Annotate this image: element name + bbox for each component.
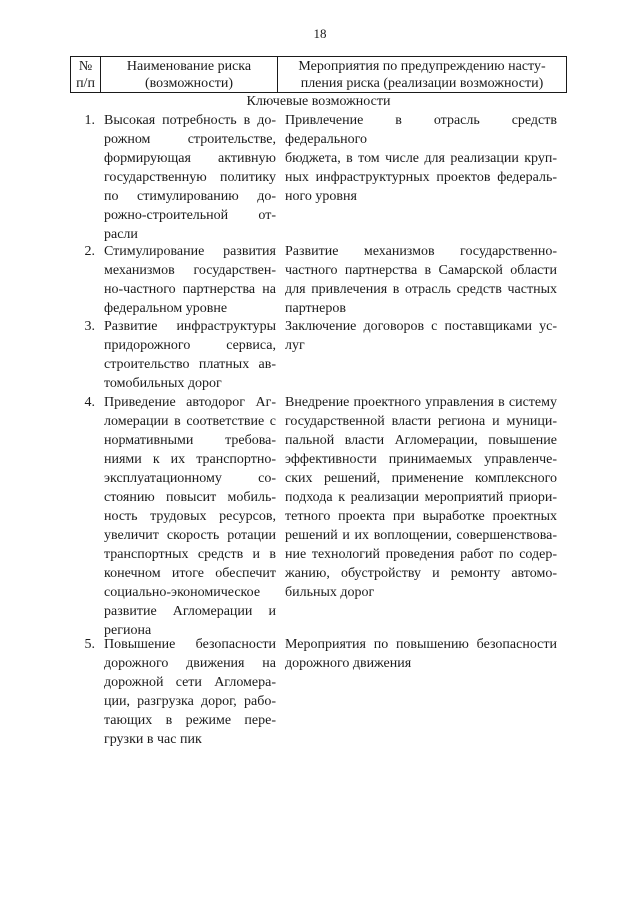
- header-risk-line-2: (возможности): [144, 76, 234, 91]
- measure-line: частного партнерства в Самарской области: [285, 263, 557, 278]
- measure-line: ного уровня: [285, 189, 357, 204]
- risk-line: тающих в режиме пере-: [104, 713, 276, 728]
- measure-line: партнеров: [285, 301, 346, 316]
- risk-line: ность трудовых ресурсов,: [104, 509, 276, 524]
- risk-line: Развитие инфраструктуры: [104, 319, 276, 334]
- measure-line: ских решений, применение комплексного: [285, 471, 557, 486]
- header-risk-column: [101, 57, 278, 92]
- risk-line: томобильных дорог: [104, 376, 222, 391]
- measure-line: Внедрение проектного управления в систему: [285, 395, 557, 410]
- measure-line: пальной власти Агломерации, повышение: [285, 433, 557, 448]
- risk-line: Приведение автодорог Аг-: [104, 395, 276, 410]
- risk-line: развитие Агломерации и: [104, 604, 276, 619]
- measure-line: жанию, обустройству и ремонту автомо-: [285, 566, 557, 581]
- measure-line: государственной власти региона и муници-: [285, 414, 557, 429]
- measure-cell: [276, 242, 557, 318]
- risk-line: ции, разгрузка дорог, рабо-: [104, 694, 276, 709]
- risk-line: строительство платных ав-: [104, 357, 276, 372]
- risk-cell: [100, 317, 276, 393]
- risk-line: федеральном уровне: [104, 301, 228, 316]
- risk-line: стоянию повысит мобиль-: [104, 490, 276, 505]
- header-number-line-1: №: [78, 59, 93, 74]
- risk-line: эксплуатационному со-: [104, 471, 276, 486]
- risk-line: грузки в час пик: [104, 732, 202, 747]
- measure-line: Заключение договоров с поставщиками ус-: [285, 319, 557, 334]
- table-row: [70, 393, 567, 640]
- risk-line: Стимулирование развития: [104, 244, 276, 259]
- measure-line: ных инфраструктурных проектов федераль-: [285, 170, 557, 185]
- risk-line: расли: [104, 227, 138, 242]
- table-row: [70, 317, 567, 393]
- measure-line: для привлечения в отрасль средств частных: [285, 282, 557, 297]
- risk-line: по стимулированию до-: [104, 189, 276, 204]
- measure-line: бильных дорог: [285, 585, 375, 600]
- measure-line: решений и их воплощении, совершенствова-: [285, 528, 557, 543]
- page-number: 18: [313, 26, 327, 41]
- risk-cell: [100, 111, 276, 244]
- risk-line: региона: [104, 623, 152, 638]
- header-number-line-2: п/п: [76, 76, 95, 91]
- measure-line: Развитие механизмов государственно-: [285, 244, 557, 259]
- row-number: 2.: [84, 244, 95, 259]
- risk-line: социально-экономическое: [104, 585, 261, 600]
- measure-line: луг: [285, 338, 305, 353]
- measure-line: Мероприятия по повышению безопасности: [285, 637, 557, 652]
- measure-cell: [276, 635, 557, 749]
- risk-line: Высокая потребность в до-: [104, 113, 276, 128]
- measure-cell: [276, 111, 557, 244]
- risk-line: дорожной сети Агломера-: [104, 675, 276, 690]
- risk-line: дорожного движения на: [104, 656, 276, 671]
- row-number: 5.: [84, 637, 95, 652]
- measure-line: бюджета, в том числе для реализации круп-: [285, 151, 557, 166]
- row-number: 4.: [84, 395, 95, 410]
- header-measure-line-1: Мероприятия по предупреждению насту-: [298, 59, 546, 74]
- risk-cell: [100, 635, 276, 749]
- table-row: [70, 111, 567, 244]
- row-number: 1.: [84, 113, 95, 128]
- risk-line: придорожного сервиса,: [104, 338, 276, 353]
- risk-line: формирующая активную: [104, 151, 276, 166]
- risk-line: ломерации в соответствие с: [104, 414, 276, 429]
- risk-line: увеличит скорость ротации: [104, 528, 276, 543]
- section-title: Ключевые возможности: [246, 94, 391, 109]
- risk-line: рожно-строительной от-: [104, 208, 276, 223]
- risk-line: механизмов государствен-: [104, 263, 276, 278]
- risk-line: конечном итоге обеспечит: [104, 566, 276, 581]
- measure-line: ние технологий проведения работ по содер-: [285, 547, 557, 562]
- risk-line: рожном строительстве,: [104, 132, 276, 147]
- header-measure-line-2: пления риска (реализации возможности): [300, 76, 544, 91]
- risk-line: государственную политику: [104, 170, 276, 185]
- risk-cell: [100, 393, 276, 640]
- row-number: 3.: [84, 319, 95, 334]
- measure-line: дорожного движения: [285, 656, 412, 671]
- risk-line: но-частного партнерства на: [104, 282, 276, 297]
- measure-cell: [276, 317, 557, 393]
- table-row: [70, 635, 567, 749]
- risk-line: Повышение безопасности: [104, 637, 276, 652]
- table-header: [70, 56, 567, 93]
- header-number-column: [71, 57, 101, 92]
- measure-cell: [276, 393, 557, 640]
- table-row: [70, 242, 567, 318]
- risk-line: ниями к их транспортно-: [104, 452, 276, 467]
- measure-line: Привлечение в отрасль средств федерального: [285, 113, 557, 147]
- risk-line: нормативными требова-: [104, 433, 276, 448]
- measure-line: подхода к реализации мероприятий приори-: [285, 490, 557, 505]
- measure-line: эффективности принимаемых управленче-: [285, 452, 557, 467]
- header-measure-column: [278, 57, 566, 92]
- measure-line: тетного проекта при выработке проектных: [285, 509, 557, 524]
- risk-cell: [100, 242, 276, 318]
- risk-line: транспортных средств и в: [104, 547, 276, 562]
- header-risk-line-1: Наименование риска: [126, 59, 252, 74]
